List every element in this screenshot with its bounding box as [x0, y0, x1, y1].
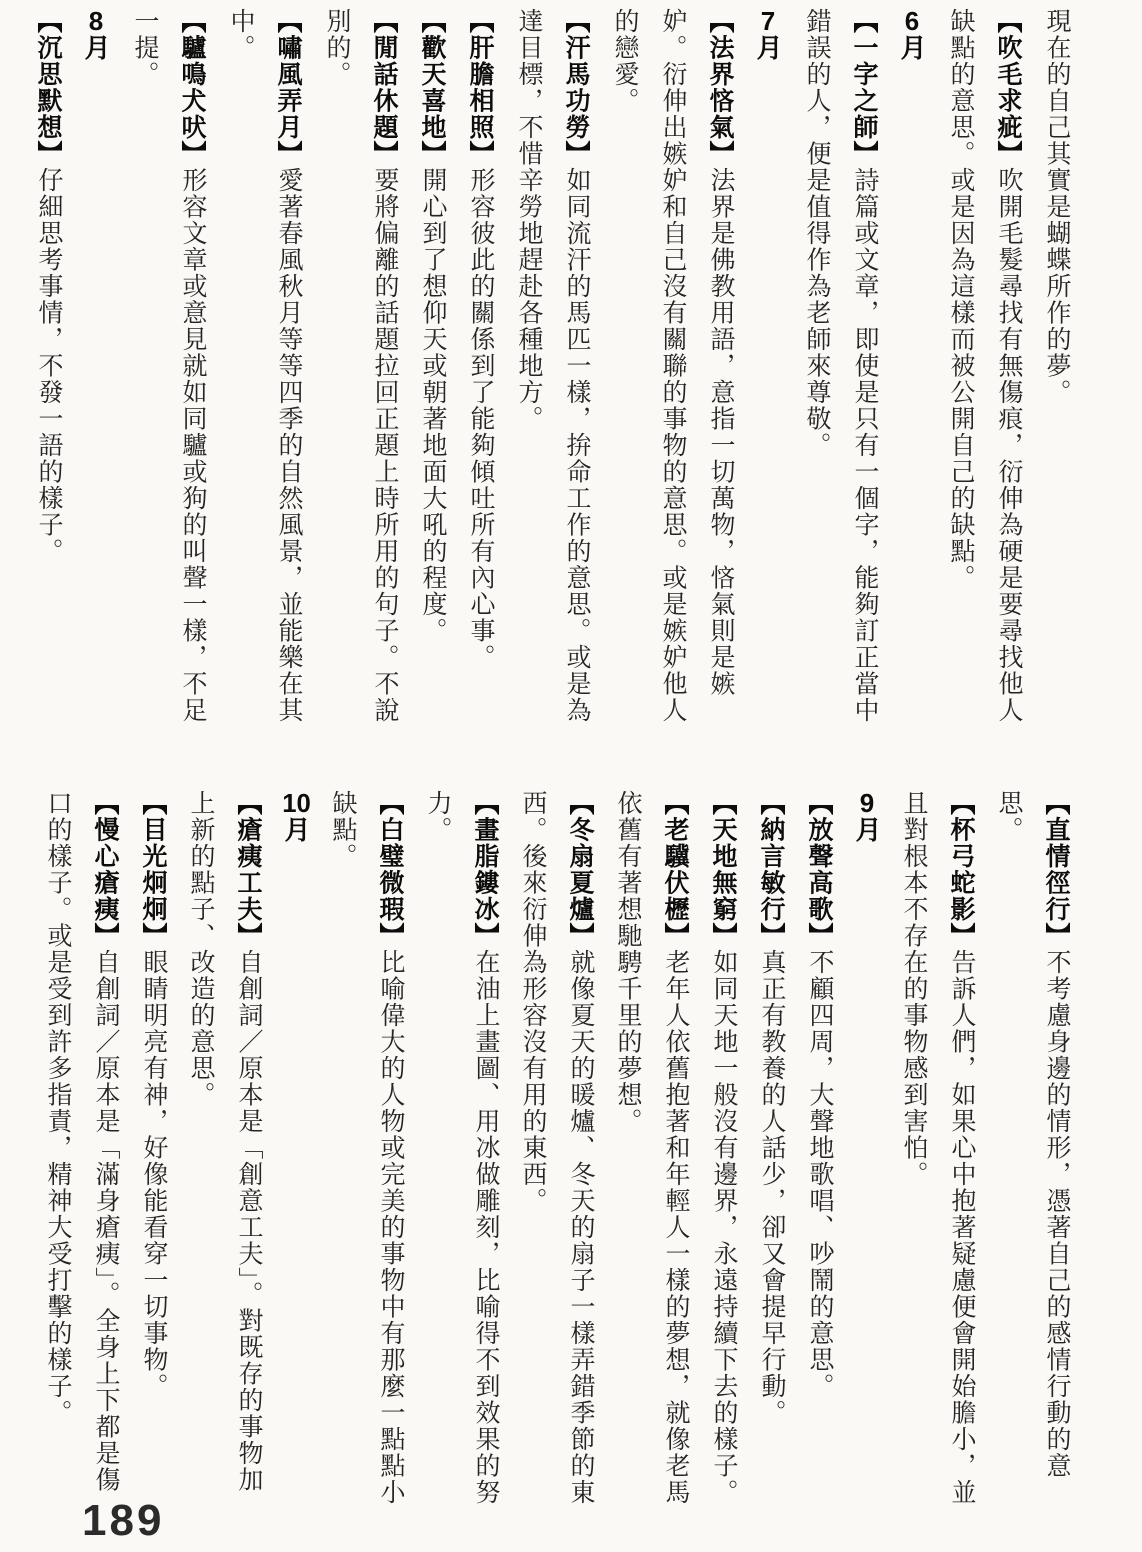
- idiom-term: [376, 790, 404, 949]
- idiom-term-text: 瘡痍工夫: [234, 816, 262, 923]
- idiom-entry: [120, 8, 216, 730]
- open-bracket: 【: [178, 8, 206, 35]
- idiom-entry: [509, 790, 604, 1512]
- idiom-entry: [34, 790, 129, 1512]
- glossary-section-top: [24, 8, 1080, 730]
- close-bracket: 】: [706, 140, 734, 167]
- idiom-term: [850, 8, 878, 167]
- open-bracket: 【: [370, 8, 398, 35]
- month-number: 10: [282, 790, 311, 816]
- idiom-definition: 老年人依舊抱著和年輕人一樣的夢想，就像老馬依舊有著想馳騁千里的夢想。: [614, 790, 689, 1506]
- idiom-definition: 告訴人們，如果心中抱著疑慮便會開始膽小，並且對根本不存在的事物感到害怕。: [900, 790, 975, 1506]
- idiom-term-text: 納言敏行: [757, 816, 785, 923]
- idiom-term-text: 慢心瘡痍: [91, 816, 119, 923]
- idiom-definition: 比喻偉大的人物或完美的事物中有那麼一點點小缺點。: [329, 790, 404, 1506]
- idiom-entry: [319, 790, 414, 1512]
- close-bracket: 】: [370, 140, 398, 167]
- month-suffix: 月: [281, 816, 311, 844]
- idiom-definition: 愛著春風秋月等等四季的自然風景，並能樂在其中。: [227, 8, 302, 724]
- idiom-definition: 眼睛明亮有神，好像能看穿一切事物。: [140, 949, 167, 1400]
- close-bracket: 】: [139, 922, 167, 949]
- month-heading: [843, 790, 890, 1512]
- open-bracket: 【: [139, 790, 167, 817]
- idiom-entry: [456, 8, 504, 730]
- idiom-entry: [216, 8, 312, 730]
- idiom-entry: [792, 8, 888, 730]
- close-bracket: 】: [709, 922, 737, 949]
- open-bracket: 【: [994, 8, 1022, 35]
- continuation-text: 現在的自己其實是蝴蝶所作的夢。: [1043, 8, 1070, 406]
- close-bracket: 】: [757, 922, 785, 949]
- close-bracket: 】: [471, 922, 499, 949]
- close-bracket: 】: [376, 922, 404, 949]
- idiom-term: [274, 8, 302, 167]
- glossary-section-bottom: [34, 790, 1080, 1512]
- close-bracket: 】: [805, 922, 833, 949]
- open-bracket: 【: [34, 8, 62, 35]
- month-suffix: 月: [897, 34, 927, 62]
- idiom-term: [661, 790, 689, 949]
- open-bracket: 【: [757, 790, 785, 817]
- month-heading: [72, 8, 120, 730]
- idiom-term: [706, 8, 734, 167]
- close-bracket: 】: [566, 922, 594, 949]
- idiom-entry: [504, 8, 600, 730]
- idiom-term-text: 法界悋氣: [706, 34, 734, 141]
- idiom-term: [418, 8, 446, 167]
- idiom-term-text: 吹毛求疵: [994, 34, 1022, 141]
- month-number: 8: [88, 8, 104, 34]
- idiom-entry: [795, 790, 843, 1512]
- idiom-term: [562, 8, 590, 167]
- idiom-definition: 法界是佛教用語，意指一切萬物，悋氣則是嫉妒。衍伸出嫉妒和自己沒有關聯的事物的意思。或是嫉妒他人的戀愛。: [611, 8, 734, 724]
- idiom-definition: 如同流汗的馬匹一樣，拚命工作的意思。或是為達目標，不惜辛勞地趕赴各種地方。: [515, 8, 590, 724]
- idiom-definition: 真正有教養的人話少，卻又會提早行動。: [758, 949, 785, 1426]
- idiom-term-text: 閒話休題: [370, 34, 398, 141]
- open-bracket: 【: [234, 790, 262, 817]
- idiom-term-text: 沉思默想: [34, 34, 62, 141]
- idiom-definition: 形容彼此的關係到了能夠傾吐所有內心事。: [467, 167, 494, 671]
- idiom-term-text: 杯弓蛇影: [947, 816, 975, 923]
- idiom-term: [234, 790, 262, 949]
- idiom-definition: 自創詞／原本是「滿身瘡痍」。全身上下都是傷口的樣子。或是受到許多指責，精神大受打擊的樣子。: [44, 790, 119, 1493]
- idiom-definition: 仔細思考事情，不發一語的樣子。: [35, 167, 62, 565]
- month-heading: [272, 790, 319, 1512]
- idiom-definition: 不考慮身邊的情形，憑著自己的感情行動的意思。: [995, 790, 1070, 1479]
- idiom-entry: [177, 790, 272, 1512]
- idiom-definition: 詩篇或文章，即使是只有一個字，能夠訂正當中錯誤的人，便是值得作為老師來尊敬。: [803, 8, 878, 724]
- open-bracket: 【: [706, 8, 734, 35]
- month-heading: [744, 8, 792, 730]
- month-heading: [888, 8, 936, 730]
- idiom-term-text: 老驥伏櫪: [661, 816, 689, 923]
- idiom-term: [947, 790, 975, 949]
- close-bracket: 】: [466, 140, 494, 167]
- idiom-term: [1042, 790, 1070, 949]
- idiom-term-text: 嘯風弄月: [274, 34, 302, 141]
- idiom-entry: [890, 790, 985, 1512]
- idiom-term-text: 直情徑行: [1042, 816, 1070, 923]
- idiom-term: [370, 8, 398, 167]
- month-suffix: 月: [753, 34, 783, 62]
- idiom-term-text: 肝膽相照: [466, 34, 494, 141]
- idiom-definition: 要將偏離的話題拉回正題上時所用的句子。不說別的。: [323, 8, 398, 724]
- close-bracket: 】: [178, 140, 206, 167]
- close-bracket: 】: [947, 922, 975, 949]
- idiom-definition: 就像夏天的暖爐、冬天的扇子一樣弄錯季節的東西。後來衍伸為形容沒有用的東西。: [519, 790, 594, 1506]
- idiom-term-text: 歡天喜地: [418, 34, 446, 141]
- open-bracket: 【: [471, 790, 499, 817]
- idiom-entry: [24, 8, 72, 730]
- open-bracket: 【: [274, 8, 302, 35]
- close-bracket: 】: [850, 140, 878, 167]
- idiom-term-text: 冬扇夏爐: [566, 816, 594, 923]
- open-bracket: 【: [661, 790, 689, 817]
- idiom-term-text: 天地無窮: [709, 816, 737, 923]
- idiom-term-text: 一字之師: [850, 34, 878, 141]
- idiom-term: [466, 8, 494, 167]
- idiom-term: [994, 8, 1022, 167]
- close-bracket: 】: [1042, 922, 1070, 949]
- idiom-definition: 不顧四周，大聲地歌唱、吵鬧的意思。: [806, 949, 833, 1400]
- open-bracket: 【: [850, 8, 878, 35]
- close-bracket: 】: [994, 140, 1022, 167]
- idiom-entry: [414, 790, 509, 1512]
- open-bracket: 【: [562, 8, 590, 35]
- idiom-entry: [699, 790, 747, 1512]
- open-bracket: 【: [566, 790, 594, 817]
- close-bracket: 】: [562, 140, 590, 167]
- close-bracket: 】: [418, 140, 446, 167]
- open-bracket: 【: [947, 790, 975, 817]
- idiom-entry: [129, 790, 177, 1512]
- idiom-entry: [604, 790, 699, 1512]
- idiom-definition: 在油上畫圖、用冰做雕刻，比喻得不到效果的努力。: [424, 790, 499, 1506]
- open-bracket: 【: [1042, 790, 1070, 817]
- idiom-entry: [936, 8, 1032, 730]
- idiom-entry: [408, 8, 456, 730]
- close-bracket: 】: [91, 922, 119, 949]
- close-bracket: 】: [234, 922, 262, 949]
- idiom-definition: 自創詞／原本是「創意工夫」。對既存的事物加上新的點子、改造的意思。: [187, 790, 262, 1493]
- open-bracket: 【: [709, 790, 737, 817]
- idiom-definition: 開心到了想仰天或朝著地面大吼的程度。: [419, 167, 446, 644]
- idiom-term: [757, 790, 785, 949]
- idiom-term-text: 畫脂鏤冰: [471, 816, 499, 923]
- open-bracket: 【: [418, 8, 446, 35]
- close-bracket: 】: [274, 140, 302, 167]
- month-number: 7: [760, 8, 776, 34]
- page-number: 189: [82, 1496, 165, 1545]
- idiom-entry: [312, 8, 408, 730]
- open-bracket: 【: [805, 790, 833, 817]
- month-number: 9: [859, 790, 875, 816]
- open-bracket: 【: [466, 8, 494, 35]
- idiom-definition: 形容文章或意見就如同驢或狗的叫聲一樣，不足一提。: [131, 8, 206, 724]
- close-bracket: 】: [661, 922, 689, 949]
- idiom-term: [91, 790, 119, 949]
- idiom-term: [805, 790, 833, 949]
- month-number: 6: [904, 8, 920, 34]
- month-suffix: 月: [852, 816, 882, 844]
- idiom-term-text: 放聲高歌: [805, 816, 833, 923]
- idiom-term-text: 目光炯炯: [139, 816, 167, 923]
- month-suffix: 月: [81, 34, 111, 62]
- idiom-term: [139, 790, 167, 949]
- idiom-term: [178, 8, 206, 167]
- idiom-term: [34, 8, 62, 167]
- idiom-term: [566, 790, 594, 949]
- idiom-entry: [985, 790, 1080, 1512]
- idiom-term: [471, 790, 499, 949]
- idiom-entry: [600, 8, 744, 730]
- close-bracket: 】: [34, 140, 62, 167]
- idiom-term-text: 白璧微瑕: [376, 816, 404, 923]
- idiom-term: [709, 790, 737, 949]
- open-bracket: 【: [376, 790, 404, 817]
- idiom-definition: 吹開毛髮尋找有無傷痕，衍伸為硬是要尋找他人缺點的意思。或是因為這樣而被公開自己的缺點。: [947, 8, 1022, 724]
- idiom-term-text: 汗馬功勞: [562, 34, 590, 141]
- open-bracket: 【: [91, 790, 119, 817]
- idiom-definition: 如同天地一般沒有邊界，永遠持續下去的樣子。: [710, 949, 737, 1506]
- idiom-term-text: 驢鳴犬吠: [178, 34, 206, 141]
- idiom-entry: [747, 790, 795, 1512]
